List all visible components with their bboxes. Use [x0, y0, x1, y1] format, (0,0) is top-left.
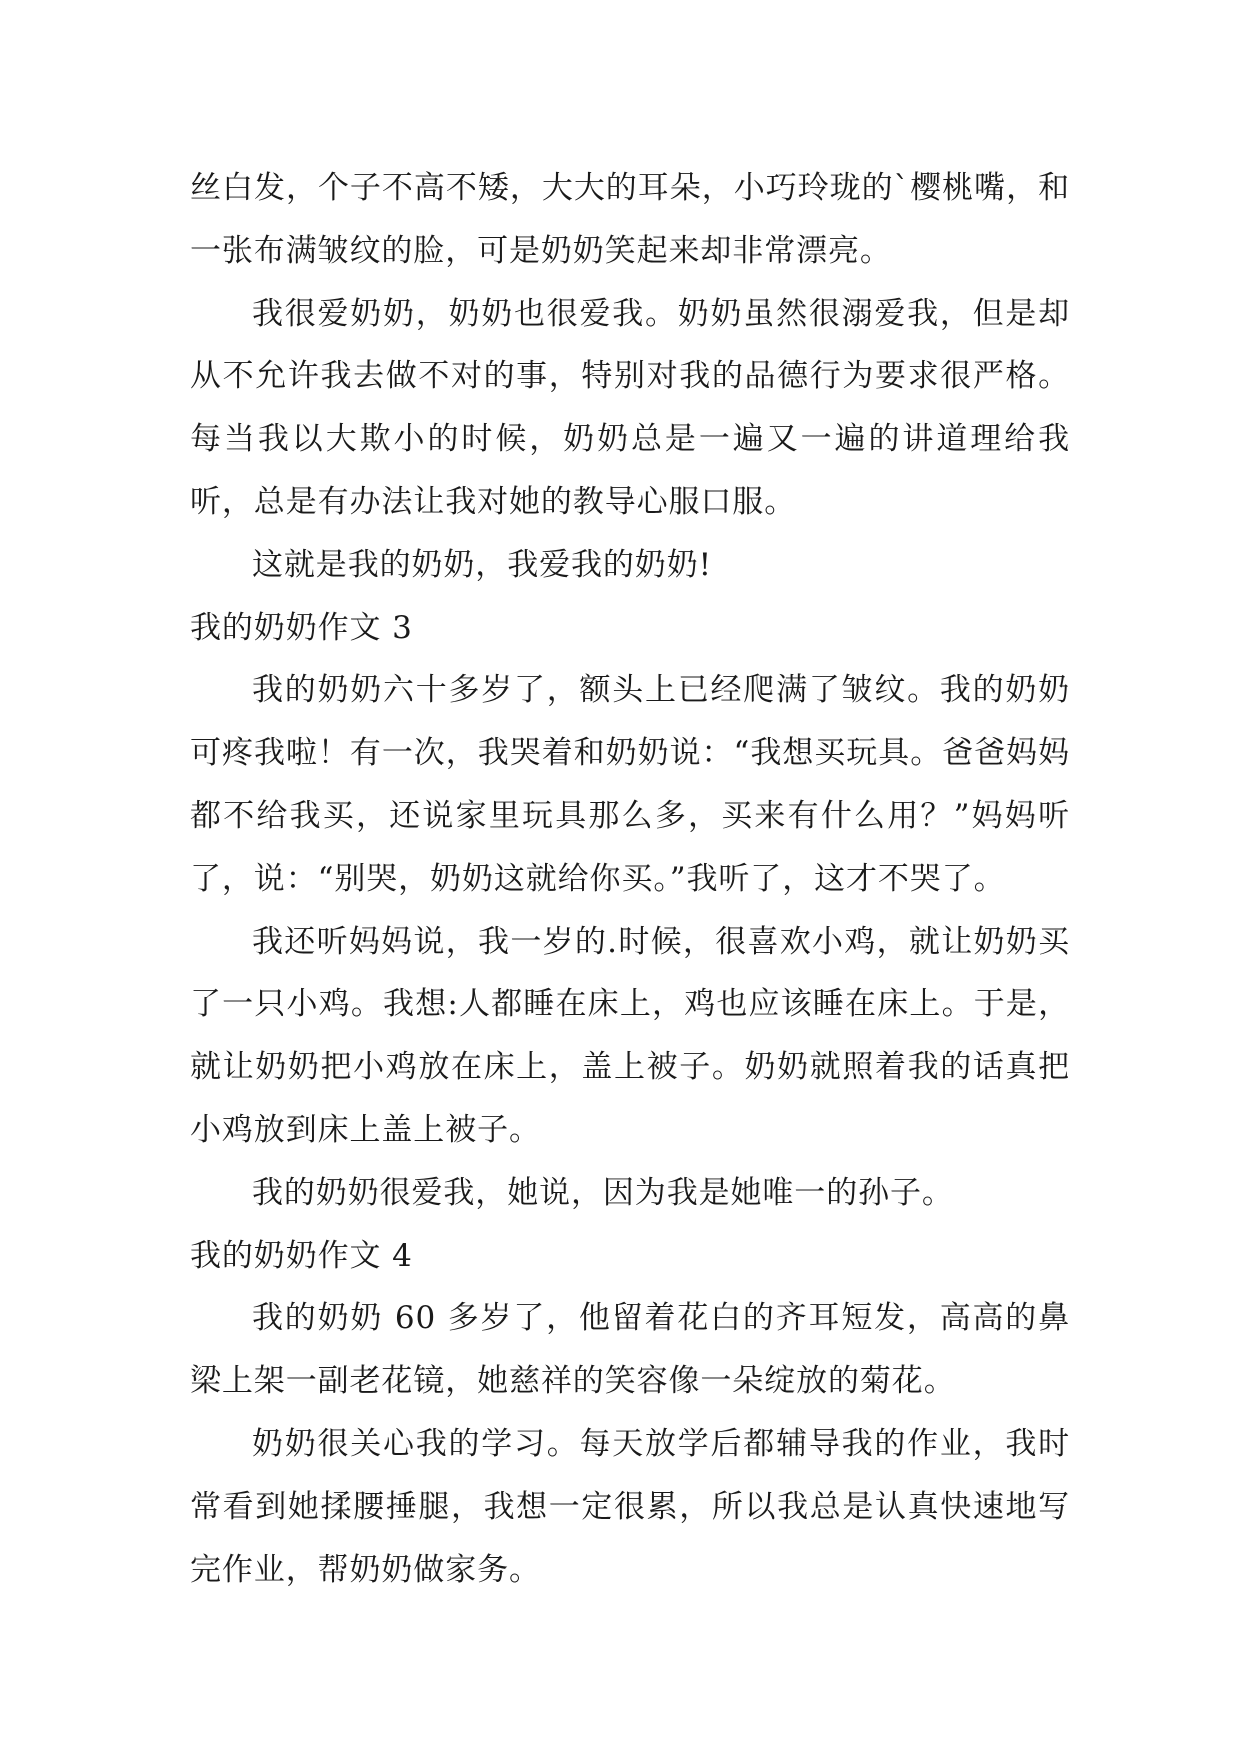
paragraph: 我的奶奶 60 多岁了，他留着花白的齐耳短发，高高的鼻梁上架一副老花镜，她慈祥的笑容像一朵绽放的菊花。	[190, 1300, 1070, 1400]
paragraph: 奶奶很关心我的学习。每天放学后都辅导我的作业，我时常看到她揉腰捶腿，我想一定很累，所以我总是认真快速地写完作业，帮奶奶做家务。	[190, 1425, 1070, 1588]
paragraph: 我还听妈妈说，我一岁的.时候，很喜欢小鸡，就让奶奶买了一只小鸡。我想:人都睡在床上，鸡也应该睡在床上。于是，就让奶奶把小鸡放在床上，盖上被子。奶奶就照着我的话真把小鸡放到床上盖上被子。	[190, 923, 1070, 1148]
section-heading: 我的奶奶作文 4	[190, 1237, 413, 1274]
paragraph: 我很爱奶奶，奶奶也很爱我。奶奶虽然很溺爱我，但是却从不允许我去做不对的事，特别对我的品德行为要求很严格。每当我以大欺小的时候，奶奶总是一遍又一遍的讲道理给我听，总是有办法让我对她的教导心服口服。	[190, 295, 1070, 520]
section-heading: 我的奶奶作文 3	[190, 609, 413, 646]
paragraph: 丝白发，个子不高不矮，大大的耳朵，小巧玲珑的`樱桃嘴，和一张布满皱纹的脸，可是奶奶笑起来却非常漂亮。	[190, 170, 1070, 269]
paragraph: 我的奶奶很爱我，她说，因为我是她唯一的孙子。	[252, 1174, 954, 1211]
document-body	[190, 157, 1070, 1601]
paragraph: 这就是我的奶奶，我爱我的奶奶!	[252, 546, 712, 583]
paragraph: 我的奶奶六十多岁了，额头上已经爬满了皱纹。我的奶奶可疼我啦！有一次，我哭着和奶奶说：“我想买玩具。爸爸妈妈都不给我买，还说家里玩具那么多，买来有什么用？”妈妈听了，说：“别哭，奶奶这就给你买。”我听了，这才不哭了。	[190, 672, 1070, 897]
